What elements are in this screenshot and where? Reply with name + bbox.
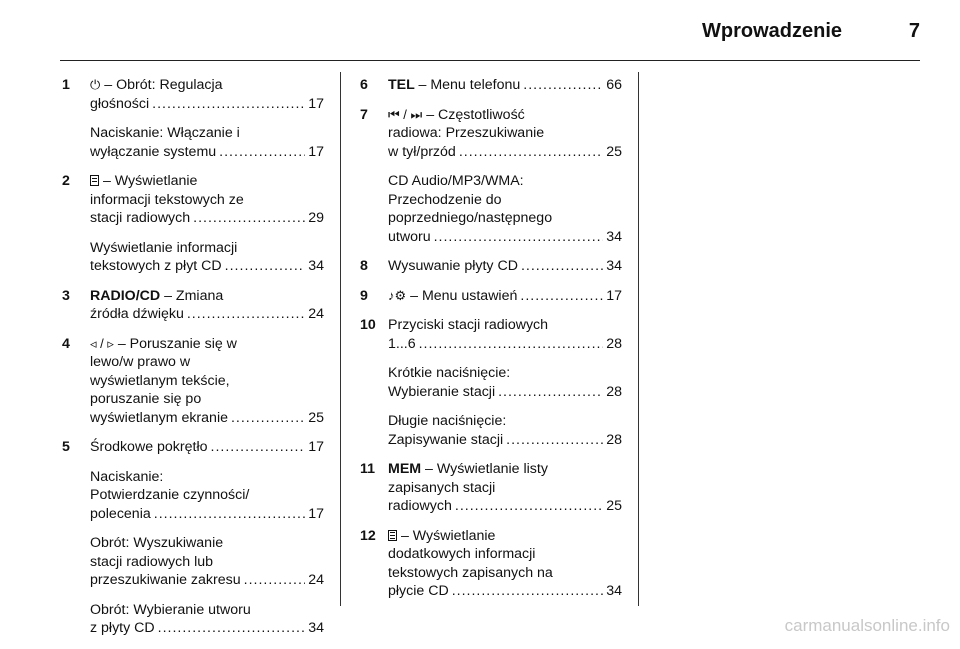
leader-text: w tył/przód <box>388 143 456 160</box>
column-divider-right <box>638 72 639 606</box>
page-reference: 25 <box>606 498 622 514</box>
right-column <box>360 76 622 612</box>
page-number: 7 <box>908 20 920 42</box>
entry-number: 3 <box>62 287 70 304</box>
page-reference: 28 <box>606 383 622 400</box>
entry-3 <box>62 287 324 324</box>
leader-line <box>388 383 622 402</box>
text-line: Naciskanie: <box>90 468 164 485</box>
text-line: zapisanych stacji <box>388 479 496 496</box>
entry-number: 6 <box>360 77 368 93</box>
text-line: ⏻ – Obrót: Regulacja <box>90 77 223 93</box>
entry-7 <box>360 106 622 247</box>
leader-text: wyświetlanym ekranie <box>90 409 228 426</box>
page-reference: 25 <box>308 409 324 426</box>
text-line: – Wyświetlanie <box>90 172 324 191</box>
leader-text: polecenia <box>90 505 151 522</box>
leader-dots <box>419 335 604 354</box>
text-line: – Wyświetlanie <box>388 527 622 546</box>
leader-text: ♪⚙ – Menu ustawień <box>388 287 518 304</box>
entry-11 <box>360 460 622 516</box>
entry-10 <box>360 316 622 449</box>
page-reference: 29 <box>308 210 324 226</box>
leader-line <box>90 305 324 324</box>
entry-number: 2 <box>62 173 70 189</box>
entry-paragraph <box>388 316 622 353</box>
entry-2 <box>62 172 324 276</box>
leader-line <box>90 95 324 114</box>
leader-line <box>388 257 622 276</box>
entry-number: 8 <box>360 258 368 274</box>
leader-line <box>388 76 622 95</box>
leader-dots <box>193 209 305 228</box>
entry-paragraph <box>90 601 324 638</box>
control-keyword: MEM <box>388 461 426 477</box>
entry-paragraph <box>90 438 324 457</box>
control-keyword: TEL <box>388 77 419 93</box>
page-reference: 34 <box>606 583 622 599</box>
text-line: dodatkowych informacji <box>388 546 536 562</box>
page-reference: 34 <box>308 258 324 274</box>
page-reference: 28 <box>606 335 622 352</box>
left-column <box>62 76 324 649</box>
leader-text: przeszukiwanie zakresu <box>90 572 241 588</box>
leader-dots <box>154 505 305 524</box>
leader-dots <box>231 409 305 428</box>
leader-text: tekstowych z płyt CD <box>90 258 222 274</box>
leader-text: Środkowe pokrętło <box>90 439 208 455</box>
page-reference: 34 <box>606 258 622 274</box>
text-line: ◃ / ▹ – Poruszanie się w <box>90 335 237 352</box>
leader-dots <box>455 497 603 516</box>
leader-text: płycie CD <box>388 583 449 599</box>
entry-5 <box>62 438 324 638</box>
leader-line <box>90 409 324 428</box>
leader-text: z płyty CD <box>90 620 155 636</box>
entry-paragraph <box>388 364 622 401</box>
leader-dots <box>506 431 603 450</box>
text-line: informacji tekstowych ze <box>90 191 244 208</box>
leader-dots <box>459 143 603 162</box>
page-reference: 24 <box>308 572 324 588</box>
entry-number: 12 <box>360 527 376 544</box>
leader-text: utworu <box>388 228 431 245</box>
leader-dots <box>434 228 604 247</box>
entry-1 <box>62 76 324 161</box>
leader-dots <box>244 571 306 590</box>
page-reference: 28 <box>606 431 622 448</box>
page-reference: 66 <box>606 77 622 93</box>
text-line: Naciskanie: Włączanie i <box>90 125 240 141</box>
text-line: poruszanie się po <box>90 391 202 407</box>
leader-text: głośności <box>90 95 150 112</box>
text-line: Krótkie naciśnięcie: <box>388 365 511 381</box>
leader-text: Wybieranie stacji <box>388 383 496 400</box>
entry-paragraph <box>388 172 622 246</box>
entry-number: 9 <box>360 287 368 304</box>
watermark: carmanualsonline.info <box>784 616 950 635</box>
leader-text: stacji radiowych <box>90 210 191 226</box>
entry-paragraph <box>388 106 622 162</box>
leader-text: źródła dźwięku <box>90 306 184 322</box>
page-header <box>0 0 960 60</box>
entry-paragraph <box>90 172 324 228</box>
page-reference: 17 <box>308 143 324 160</box>
text-line: tekstowych zapisanych na <box>388 564 553 581</box>
leader-text: 1...6 <box>388 335 416 352</box>
page-reference: 17 <box>308 439 324 455</box>
leader-text: Wysuwanie płyty CD <box>388 258 518 274</box>
text-line: MEM – Wyświetlanie listy <box>388 461 548 477</box>
leader-text: Zapisywanie stacji <box>388 431 504 448</box>
entry-4 <box>62 335 324 428</box>
leader-line <box>388 228 622 247</box>
text-line: wyświetlanym tekście, <box>90 372 230 389</box>
text-line: Wyświetlanie informacji <box>90 239 238 256</box>
leader-dots <box>187 305 305 324</box>
entry-paragraph <box>90 534 324 590</box>
entry-number: 10 <box>360 317 376 333</box>
entry-number: 5 <box>62 439 70 455</box>
leader-line <box>90 257 324 276</box>
leader-text: radiowych <box>388 498 452 514</box>
entry-number: 7 <box>360 106 368 123</box>
entry-paragraph <box>388 287 622 306</box>
seek-prev-next-icon: ⏮ / ⏭ <box>388 106 423 122</box>
text-line: CD Audio/MP3/WMA: <box>388 173 524 189</box>
text-line: RADIO/CD – Zmiana <box>90 287 224 304</box>
text-line: lewo/w prawo w <box>90 354 191 370</box>
entry-6 <box>360 76 622 95</box>
entry-paragraph <box>90 287 324 324</box>
left-right-arrows-icon: ◃ / ▹ <box>90 335 114 351</box>
power-rotate-icon: ⏻ <box>90 77 101 92</box>
leader-text: TEL – Menu telefonu <box>388 77 521 93</box>
leader-line <box>388 287 622 306</box>
entry-9 <box>360 287 622 306</box>
leader-line <box>388 335 622 354</box>
leader-dots <box>152 95 305 114</box>
text-line: Długie naciśnięcie: <box>388 413 507 429</box>
list-info-icon <box>388 530 397 541</box>
text-info-icon <box>90 175 99 186</box>
text-line: Potwierdzanie czynności/ <box>90 487 250 503</box>
leader-dots <box>452 582 604 601</box>
entry-paragraph <box>388 460 622 516</box>
leader-dots <box>520 287 603 306</box>
page-reference: 17 <box>308 95 324 112</box>
page-reference: 34 <box>606 228 622 245</box>
entry-paragraph <box>388 76 622 95</box>
leader-dots <box>521 257 603 276</box>
entry-paragraph <box>90 468 324 524</box>
entry-paragraph <box>90 335 324 428</box>
text-line: ⏮ / ⏭ – Częstotliwość <box>388 106 525 123</box>
leader-dots <box>219 143 305 162</box>
leader-dots <box>211 438 306 457</box>
entry-paragraph <box>90 76 324 113</box>
text-line: Obrót: Wybieranie utworu <box>90 601 251 618</box>
settings-note-icon: ♪⚙ <box>388 287 407 303</box>
page-reference: 25 <box>606 143 622 160</box>
leader-line <box>388 497 622 516</box>
leader-dots <box>498 383 603 402</box>
entry-paragraph <box>388 257 622 276</box>
page-reference: 17 <box>308 505 324 522</box>
entry-paragraph <box>388 412 622 449</box>
leader-line <box>90 505 324 524</box>
page-reference: 17 <box>606 287 622 304</box>
entry-number: 4 <box>62 335 70 352</box>
leader-line <box>90 438 324 457</box>
page-reference: 24 <box>308 306 324 322</box>
entry-number: 1 <box>62 77 70 93</box>
leader-line <box>90 143 324 162</box>
leader-dots <box>523 76 603 95</box>
text-line: stacji radiowych lub <box>90 553 214 570</box>
leader-line <box>388 582 622 601</box>
text-line: Przyciski stacji radiowych <box>388 317 549 333</box>
column-divider-left <box>340 72 341 606</box>
leader-dots <box>225 257 306 276</box>
leader-dots <box>158 619 306 638</box>
leader-line <box>90 209 324 228</box>
control-keyword: RADIO/CD <box>90 287 165 304</box>
page-reference: 34 <box>308 620 324 636</box>
entry-12 <box>360 527 622 601</box>
page-title: Wprowadzenie <box>701 20 842 42</box>
text-line: Obrót: Wyszukiwanie <box>90 535 224 551</box>
entry-8 <box>360 257 622 276</box>
leader-line <box>90 619 324 638</box>
entry-paragraph <box>388 527 622 601</box>
leader-line <box>388 431 622 450</box>
entry-paragraph <box>90 124 324 161</box>
entry-number: 11 <box>360 461 375 477</box>
leader-line <box>388 143 622 162</box>
text-line: Przechodzenie do <box>388 191 502 208</box>
header-divider <box>60 60 920 61</box>
text-line: radiowa: Przeszukiwanie <box>388 125 545 141</box>
text-line: poprzedniego/następnego <box>388 210 553 226</box>
leader-text: wyłączanie systemu <box>90 143 217 160</box>
leader-line <box>90 571 324 590</box>
entry-paragraph <box>90 239 324 276</box>
